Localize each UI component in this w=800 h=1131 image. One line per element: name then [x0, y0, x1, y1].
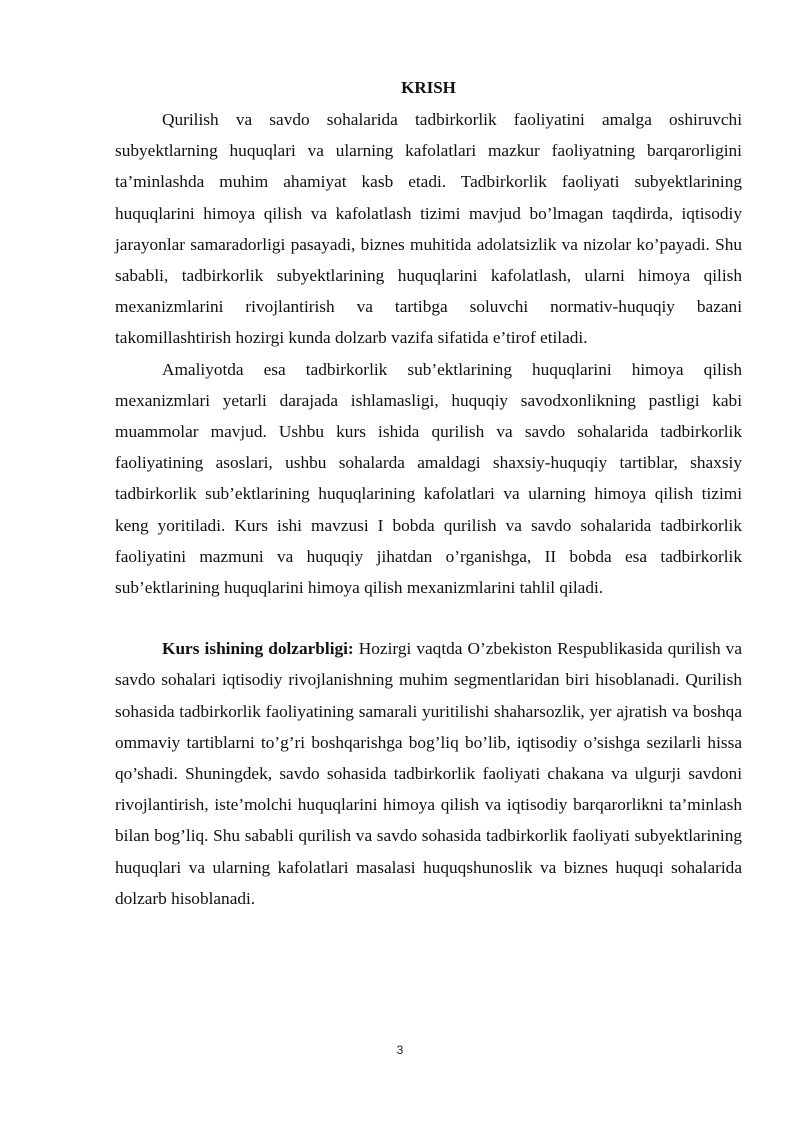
- page-number: 3: [396, 1043, 404, 1057]
- intro-paragraph-2: Amaliyotda esa tadbirkorlik sub’ektlarining huquqlarini himoya qilish mexanizmlari yetarli darajada ishlamasligi, huquqiy savodxonlikning pastligi kabi muammolar mavjud. Ushbu kurs ishida qurilish va savdo sohalarida tadbirkorlik faoliyatining asoslari, ushbu sohalarda amaldagi shaxsiy-huquqiy tartiblar, shaxsiy tadbirkorlik sub’ektlarining huquqlarining kafolatlari va ularning himoya qilish tizimi keng yoritiladi. Kurs ishi mavzusi I bobda qurilish va savdo sohalarida tadbirkorlik faoliyatini mazmuni va huquqiy jihatdan o’rganishga, II bobda esa tadbirkorlik sub’ektlarining huquqlarini himoya qilish mexanizmlarini tahlil qiladi.: [115, 359, 742, 598]
- document-title: KRISH: [401, 78, 456, 97]
- relevance-heading: Kurs ishining dolzarbligi:: [162, 639, 354, 659]
- intro-paragraph-1: Qurilish va savdo sohalarida tadbirkorlik faoliyatini amalga oshiruvchi subyektlarning huquqlari va ularning kafolatlari mazkur faoliyatning barqarorligini ta’minlashda muhim ahamiyat kasb etadi. Tadbirkorlik faoliyati subyektlarining huquqlarini himoya qilish va kafolatlash tizimi mavjud bo’lmagan taqdirda, iqtisodiy jarayonlar samaradorligi pasayadi, biznes muhitida adolatsizlik va nizolar ko’payadi. Shu sababli, tadbirkorlik subyektlarining huquqlarini kafolatlash, ularni himoya qilish mexanizmlarini rivojlantirish va tartibga soluvchi normativ-huquqiy bazani takomillashtirish hozirgi kunda dolzarb vazifa sifatida e’tirof etiladi.: [115, 110, 742, 348]
- paragraph-spacer: [115, 603, 742, 633]
- document-page: [115, 72, 742, 914]
- relevance-text: Hozirgi vaqtda O’zbekiston Respublikasida qurilish va savdo sohalari iqtisodiy rivojlanishning muhim segmentlaridan biri hisoblanadi. Qurilish sohasida tadbirkorlik faoliyatining samarali yuritilishi shaharsozlik, yer ajratish va boshqa ommaviy tartiblarni to’g’ri boshqarishga bog’liq bo’lib, iqtisodiy o’sishga sezilarli hissa qo’shadi. Shuningdek, savdo sohasida tadbirkorlik faoliyati chakana va ulgurji savdoni rivojlantirish, iste’molchi huquqlarini himoya qilish va iqtisodiy barqarorlikni ta’minlash bilan bog’liq. Shu sababli qurilish va savdo sohasida tadbirkorlik faoliyati subyektlarining huquqlari va ularning kafolatlari masalasi huquqshunoslik va biznes huquqi sohalarida dolzarb hisoblanadi.: [115, 639, 742, 908]
- relevance-paragraph: [115, 633, 742, 914]
